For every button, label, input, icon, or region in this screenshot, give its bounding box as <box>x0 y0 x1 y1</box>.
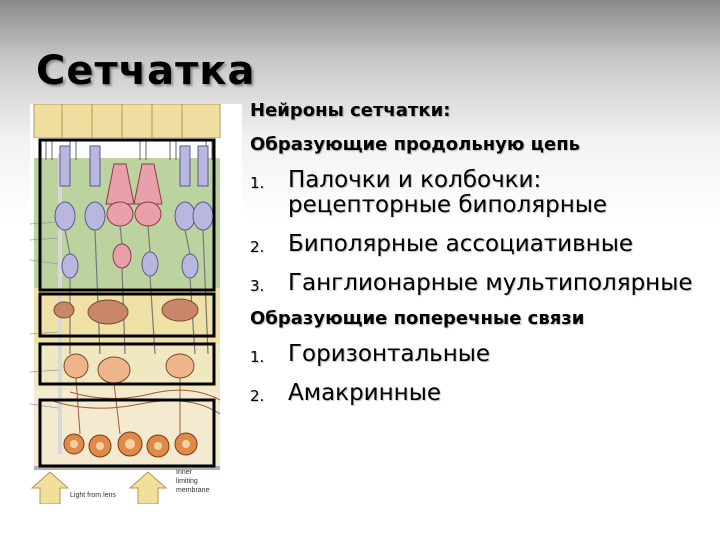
list-item <box>250 232 710 257</box>
list-text: Амакринные <box>288 380 442 406</box>
list-number: 3. <box>250 277 265 295</box>
list-item <box>250 168 710 218</box>
list-item <box>250 342 710 367</box>
list-number: 2. <box>250 238 265 256</box>
list-number: 1. <box>250 348 265 366</box>
list-text: Биполярные ассоциативные <box>288 231 634 257</box>
list-text: Палочки и колбочки: рецепторные биполярные <box>288 167 608 218</box>
longitudinal-list <box>250 168 710 296</box>
list-item <box>250 381 710 406</box>
retina-figure <box>30 104 242 504</box>
list-item <box>250 271 710 296</box>
heading-neurons: Нейроны сетчатки: <box>250 100 451 121</box>
list-text: Горизонтальные <box>288 341 491 367</box>
heading-transverse: Образующие поперечные связи <box>250 308 585 329</box>
transverse-list <box>250 342 710 406</box>
heading-longitudinal: Образующие продольную цепь <box>250 134 581 155</box>
list-number: 2. <box>250 387 265 405</box>
text-content <box>250 100 710 418</box>
light-label: Light from lens <box>70 492 116 499</box>
list-number: 1. <box>250 174 265 192</box>
membrane-label: Inner limiting membrane <box>176 469 210 494</box>
list-text: Ганглионарные мультиполярные <box>288 270 693 296</box>
retina-diagram-image <box>30 104 242 504</box>
slide-title: Сетчатка <box>36 48 256 94</box>
